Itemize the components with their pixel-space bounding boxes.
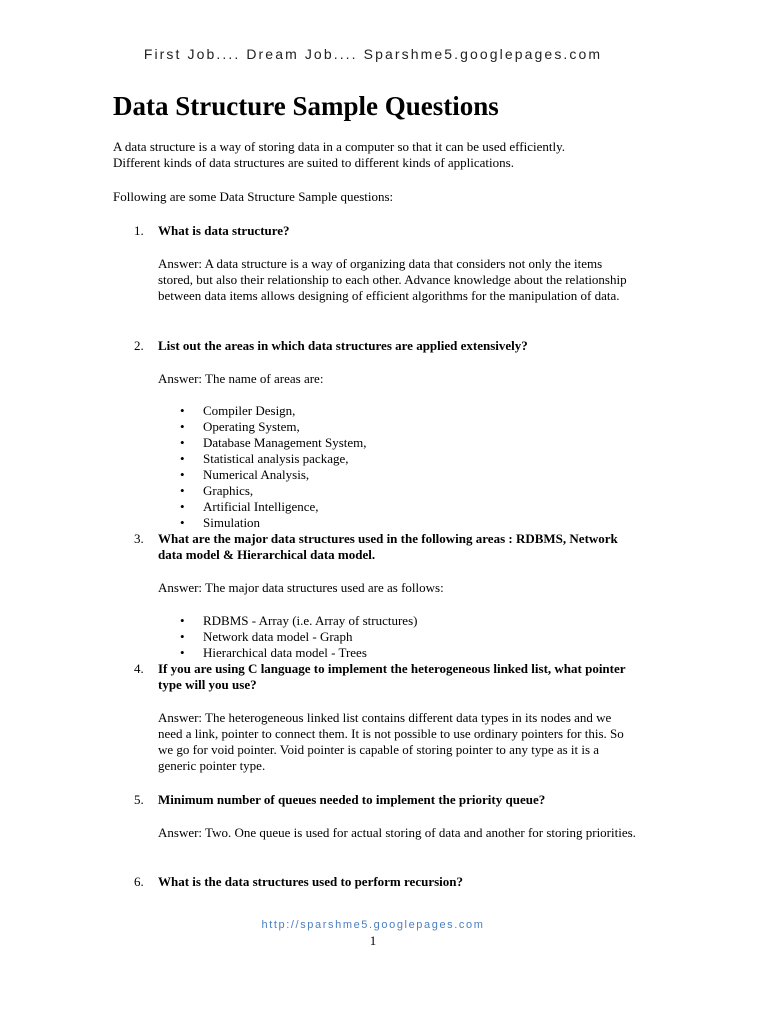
question-number: 5.	[134, 792, 144, 807]
list-item-text: Compiler Design,	[203, 403, 296, 418]
list-item-text: Graphics,	[203, 483, 254, 498]
question-text: If you are using C language to implement the heterogeneous linked list, what pointer type will you use?	[158, 661, 626, 692]
answer-text: Answer: A data structure is a way of organizing data that considers not only the items stored, but also their relationship to each other. Advance knowledge about the relationship between data items allows designing of efficient algorithms for the manipulation of data.	[158, 256, 627, 303]
bullet-icon: •	[180, 467, 185, 482]
bullet-icon: •	[180, 451, 185, 466]
page-title: Data Structure Sample Questions	[113, 91, 499, 121]
list-item-text: RDBMS - Array (i.e. Array of structures)	[203, 613, 418, 628]
list-item-text: Numerical Analysis,	[203, 467, 310, 482]
list-item-text: Statistical analysis package,	[203, 451, 349, 466]
intro-line-2: Different kinds of data structures are suited to different kinds of applications.	[113, 155, 514, 170]
list-item	[158, 467, 367, 483]
intro-following: Following are some Data Structure Sample questions:	[113, 189, 394, 204]
answer-text: Answer: The heterogeneous linked list contains different data types in its nodes and we need a link, pointer to connect them. It is not possible to use ordinary pointers for this. So we go for void pointer. Void pointer is capable of storing pointer to any type as it is a generic pointer type.	[158, 710, 624, 773]
list-item	[158, 483, 367, 499]
list-item-text: Hierarchical data model - Trees	[203, 645, 367, 660]
bullet-icon: •	[180, 629, 185, 644]
list-item	[158, 435, 367, 451]
list-item-text: Simulation	[203, 515, 261, 530]
list-item	[158, 515, 367, 531]
question-number: 1.	[134, 223, 144, 238]
list-item	[158, 419, 367, 435]
question-text: List out the areas in which data structures are applied extensively?	[158, 338, 528, 353]
question-text: What is the data structures used to perform recursion?	[158, 874, 463, 889]
structures-list	[158, 613, 417, 661]
list-item-text: Network data model - Graph	[203, 629, 353, 644]
question-number: 6.	[134, 874, 144, 889]
list-item	[158, 403, 367, 419]
list-item	[158, 613, 417, 629]
page-number: 1	[369, 933, 377, 948]
answer-text: Answer: Two. One queue is used for actual storing of data and another for storing priorities.	[158, 825, 636, 840]
bullet-icon: •	[180, 515, 185, 530]
bullet-icon: •	[180, 419, 185, 434]
bullet-icon: •	[180, 483, 185, 498]
list-item	[158, 629, 417, 645]
bullet-icon: •	[180, 613, 185, 628]
page-header: First Job.... Dream Job.... Sparshme5.googlepages.com	[143, 46, 603, 62]
intro-line-1: A data structure is a way of storing data in a computer so that it can be used efficiently.	[113, 139, 565, 154]
question-number: 3.	[134, 531, 144, 546]
bullet-icon: •	[180, 435, 185, 450]
question-number: 2.	[134, 338, 144, 353]
list-item-text: Artificial Intelligence,	[203, 499, 319, 514]
question-text: What are the major data structures used in the following areas : RDBMS, Network data model & Hierarchical data model.	[158, 531, 618, 562]
question-number: 4.	[134, 661, 144, 676]
answer-text: Answer: The major data structures used are as follows:	[158, 580, 444, 595]
list-item-text: Operating System,	[203, 419, 300, 434]
question-text: What is data structure?	[158, 223, 290, 238]
answer-text: Answer: The name of areas are:	[158, 371, 324, 386]
areas-list	[158, 403, 367, 531]
bullet-icon: •	[180, 403, 185, 418]
list-item	[158, 451, 367, 467]
list-item	[158, 499, 367, 515]
bullet-icon: •	[180, 499, 185, 514]
intro-paragraph	[113, 139, 653, 171]
question-text: Minimum number of queues needed to implement the priority queue?	[158, 792, 546, 807]
list-item	[158, 645, 417, 661]
list-item-text: Database Management System,	[203, 435, 367, 450]
bullet-icon: •	[180, 645, 185, 660]
footer-link[interactable]: http://sparshme5.googlepages.com	[261, 919, 485, 931]
